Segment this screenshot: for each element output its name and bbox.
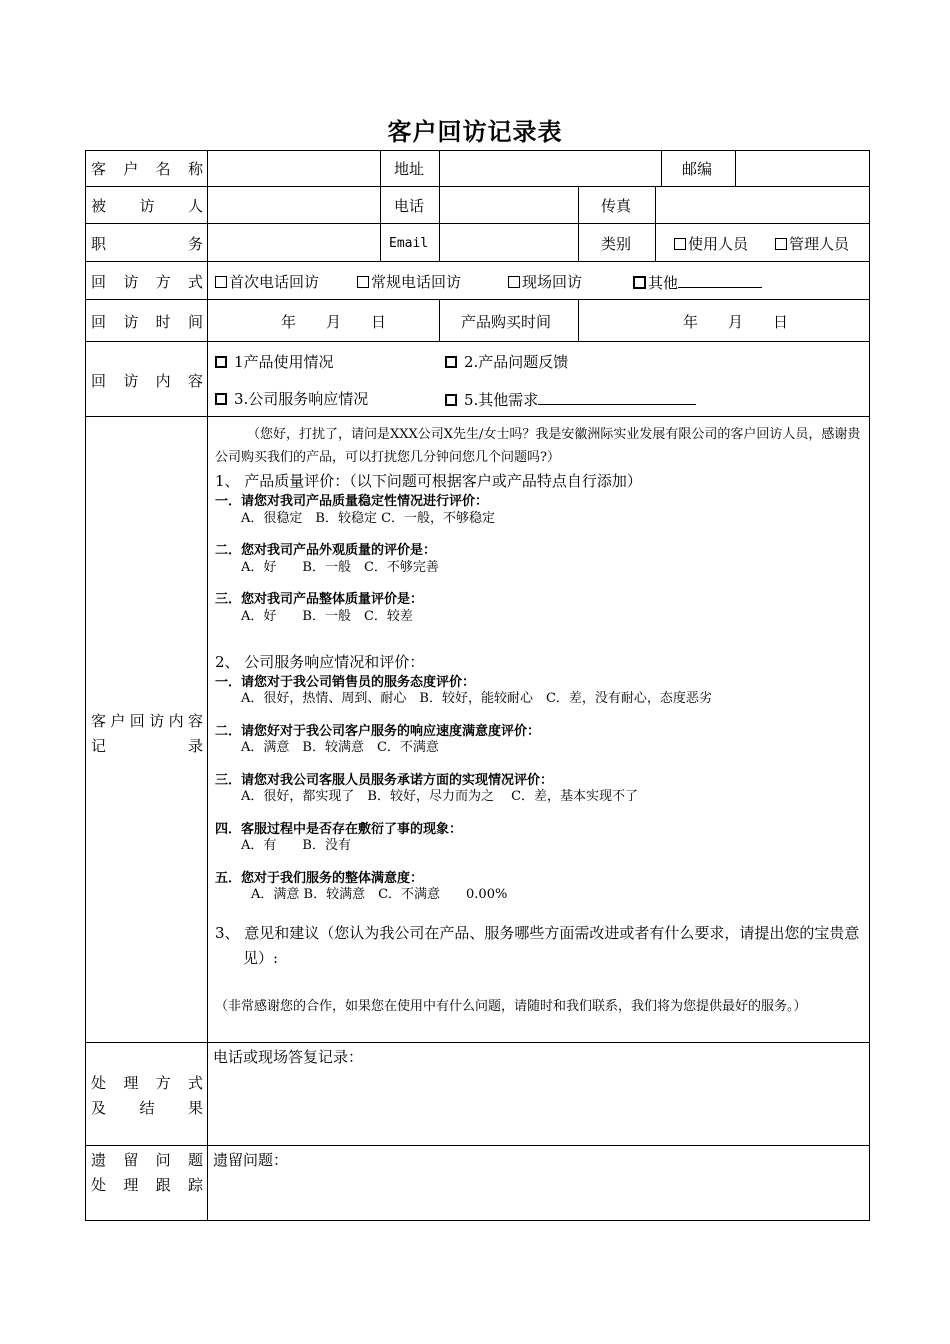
content-item-feedback[interactable]: 2.产品问题反馈 bbox=[445, 353, 568, 371]
position-label: 职 务 bbox=[91, 235, 203, 253]
visit-content-label: 回 访 内 容 bbox=[91, 372, 203, 390]
record-label-line1: 客户回访内容 bbox=[91, 712, 203, 730]
question-6-options: A．很好，都实现了 B．较好，尽力而为之 C．差，基本实现不了 bbox=[241, 789, 639, 804]
record-intro: （您好，打扰了，请问是XXX公司X先生/女士吗？我是安徽洲际实业发展有限公司的客户回访人员，感谢贵公司购买我们的产品，可以打扰您几分钟问您几个问题吗?） bbox=[215, 427, 861, 465]
checkbox-icon bbox=[633, 276, 646, 289]
section2-title: 2、 公司服务响应情况和评价： bbox=[215, 653, 425, 671]
row-divider bbox=[85, 416, 870, 417]
question-7-options: A．有 B．没有 bbox=[241, 838, 351, 853]
checkbox-icon bbox=[508, 276, 520, 288]
content-item-usage[interactable]: 1产品使用情况 bbox=[215, 353, 334, 371]
visit-record-form bbox=[85, 150, 870, 1221]
checkbox-icon bbox=[775, 238, 787, 250]
question-2-options: A．好 B．一般 C．不够完善 bbox=[241, 560, 439, 575]
method-option-other[interactable]: 其他 bbox=[633, 273, 762, 292]
row-divider bbox=[85, 1145, 870, 1146]
col-divider bbox=[655, 186, 656, 261]
row-divider bbox=[85, 261, 870, 262]
col-divider bbox=[578, 299, 579, 341]
checkbox-icon bbox=[357, 276, 369, 288]
category-option-user[interactable]: 使用人员 bbox=[674, 235, 748, 253]
handling-label-line1: 处 理 方 式 bbox=[91, 1074, 203, 1092]
visitee-label: 被 访 人 bbox=[91, 197, 203, 215]
question-3-options: A．好 B．一般 C．较差 bbox=[241, 609, 413, 624]
question-2: 二．您对我司产品外观质量的评价是： bbox=[215, 543, 437, 558]
question-1: 一．请您对我司产品质量稳定性情况进行评价： bbox=[215, 494, 489, 509]
record-label-line2: 记 录 bbox=[91, 737, 203, 755]
col-divider bbox=[661, 150, 662, 186]
col-divider bbox=[578, 186, 579, 261]
question-3: 三．您对我司产品整体质量评价是： bbox=[215, 592, 424, 607]
col-divider bbox=[735, 150, 736, 186]
section3-title: 3、 意见和建议（您认为我公司在产品、服务哪些方面需改进或者有什么要求，请提出您的宝贵意见）: bbox=[215, 924, 860, 967]
checkbox-icon bbox=[445, 394, 457, 406]
col-divider bbox=[439, 150, 440, 261]
question-4-options: A．很好，热情、周到、耐心 B．较好，能较耐心 C．差，没有耐心，态度恶劣 bbox=[241, 691, 712, 706]
checkbox-icon bbox=[445, 356, 457, 368]
checkbox-icon bbox=[215, 393, 227, 405]
border-bottom bbox=[85, 1220, 870, 1221]
handling-label-line2: 及 结 果 bbox=[91, 1099, 203, 1117]
fax-label: 传真 bbox=[601, 197, 632, 215]
question-7: 四．客服过程中是否存在敷衍了事的现象： bbox=[215, 822, 463, 837]
remaining-label-line1: 遗 留 问 题 bbox=[91, 1151, 203, 1169]
customer-name-label: 客 户 名 称 bbox=[91, 160, 203, 178]
method-option-onsite[interactable]: 现场回访 bbox=[508, 273, 582, 291]
col-divider bbox=[380, 150, 381, 261]
visit-method-label: 回 访 方 式 bbox=[91, 273, 203, 291]
question-8-options: A．满意 B．较满意 C．不满意 0.00% bbox=[251, 887, 508, 902]
handling-content[interactable]: 电话或现场答复记录： bbox=[213, 1048, 364, 1066]
col-divider bbox=[439, 299, 440, 341]
content-item-service[interactable]: 3.公司服务响应情况 bbox=[215, 390, 368, 408]
content-item-other[interactable]: 5.其他需求 bbox=[445, 390, 696, 409]
checkbox-icon bbox=[674, 238, 686, 250]
purchase-time-label: 产品购买时间 bbox=[461, 313, 552, 331]
page-title: 客户回访记录表 bbox=[387, 117, 563, 146]
other-method-blank bbox=[678, 273, 762, 288]
purchase-date: 年 月 日 bbox=[683, 313, 789, 331]
border-left bbox=[85, 150, 86, 1221]
question-4: 一．请您对于我公司销售员的服务态度评价： bbox=[215, 675, 476, 690]
question-8: 五．您对于我们服务的整体满意度： bbox=[215, 871, 424, 886]
method-option-first-call[interactable]: 首次电话回访 bbox=[215, 273, 319, 291]
record-closing: （非常感谢您的合作，如果您在使用中有什么问题，请随时和我们联系，我们将为您提供最好的服务。） bbox=[215, 999, 807, 1014]
email-label: Email bbox=[389, 236, 429, 251]
border-top bbox=[85, 150, 870, 151]
postcode-label: 邮编 bbox=[682, 160, 713, 178]
row-divider bbox=[85, 299, 870, 300]
checkbox-icon bbox=[215, 356, 227, 368]
question-5-options: A．满意 B．较满意 C．不满意 bbox=[241, 740, 439, 755]
question-6: 三．请您对我公司客服人员服务承诺方面的实现情况评价： bbox=[215, 773, 554, 788]
method-option-regular-call[interactable]: 常规电话回访 bbox=[357, 273, 461, 291]
other-needs-blank bbox=[538, 390, 696, 405]
border-right bbox=[869, 150, 870, 1221]
row-divider bbox=[85, 341, 870, 342]
category-option-manager[interactable]: 管理人员 bbox=[775, 235, 849, 253]
row-divider bbox=[85, 1042, 870, 1043]
question-1-options: A．很稳定 B．较稳定 C．一般，不够稳定 bbox=[241, 511, 496, 526]
remaining-label-line2: 处 理 跟 踪 bbox=[91, 1176, 203, 1194]
question-5: 二．请您好对于我公司客户服务的响应速度满意度评价： bbox=[215, 724, 541, 739]
remaining-content[interactable]: 遗留问题： bbox=[213, 1151, 289, 1169]
visit-date: 年 月 日 bbox=[281, 313, 387, 331]
row-divider bbox=[85, 186, 870, 187]
category-label: 类别 bbox=[601, 235, 632, 253]
section1-title: 1、 产品质量评价：（以下问题可根据客户或产品特点自行添加） bbox=[215, 472, 642, 490]
label-column-divider bbox=[207, 150, 208, 1221]
phone-label: 电话 bbox=[394, 197, 425, 215]
row-divider bbox=[85, 223, 870, 224]
visit-time-label: 回 访 时 间 bbox=[91, 313, 203, 331]
address-label: 地址 bbox=[394, 160, 425, 178]
checkbox-icon bbox=[215, 276, 227, 288]
